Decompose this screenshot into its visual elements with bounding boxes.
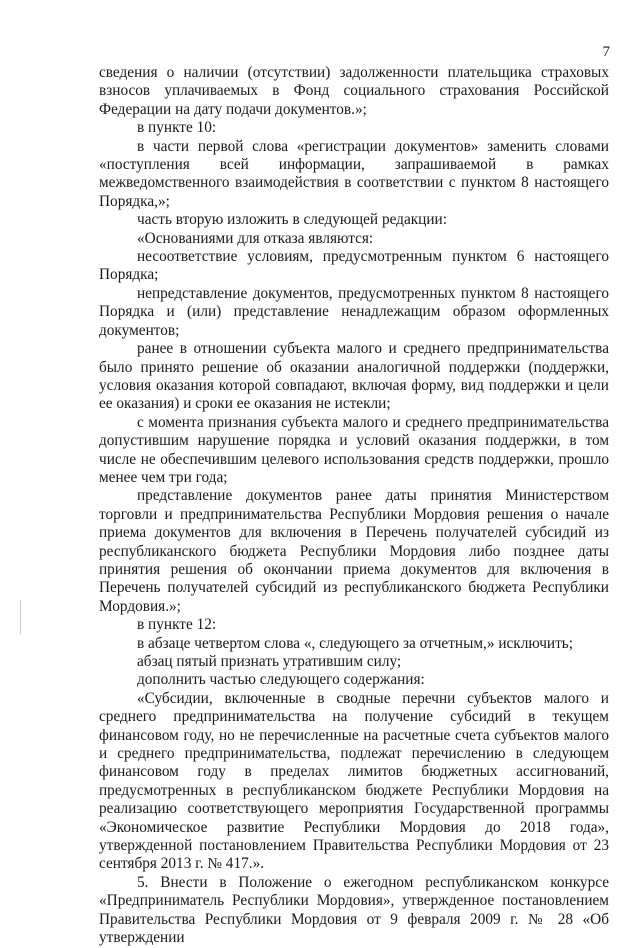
document-body: [99, 64, 609, 948]
paragraph-1: в пункте 10:: [137, 119, 217, 137]
paragraph-11: в абзаце четвертом слова «, следующего за отчетным,» исключить;: [137, 634, 574, 652]
margin-mark: [20, 600, 27, 634]
paragraph-9: представление документов ранее даты принятия Министерством торговли и предпринимательства Республики Мордовия решения о начале приема документов для включения в Перечень получателей субсидий из республиканского бюджета Республики Мордовия либо позднее даты принятия решения об окончании приема документов для включения в Перечень получателей субсидий из республиканского бюджета Республики Мордовия.»;: [99, 487, 609, 615]
paragraph-5: несоответствие условиям, предусмотренным пунктом 6 настоящего Порядка;: [99, 248, 609, 284]
paragraph-6: непредставление документов, предусмотренных пунктом 8 настоящего Порядка и (или) представление ненадлежащим образом оформленных документов;: [99, 284, 609, 339]
paragraph-4: «Основаниями для отказа являются:: [137, 229, 374, 247]
paragraph-2: в части первой слова «регистрации документов» заменить словами «поступления всей информации, запрашиваемой в рамках межведомственного взаимодействия в соответствии с пунктом 8 настоящего Порядка,»;: [99, 137, 609, 210]
paragraph-3: часть вторую изложить в следующей редакции:: [137, 211, 447, 229]
paragraph-0: сведения о наличии (отсутствии) задолженности плательщика страховых взносов уплачиваемых в Фонд социального страхования Российской Федерации на дату подачи документов.»;: [99, 64, 609, 118]
paragraph-14: «Субсидии, включенные в сводные перечни субъектов малого и среднего предпринимательства на получение субсидий в текущем финансовом году, но не перечисленные на расчетные счета субъектов малого и среднего предпринимательства, подлежат перечислению в следующем финансовом году в пределах лимитов бюджетных ассигнований, предусмотренных в республиканском бюджете Республики Мордовия на реализацию соответствующего мероприятия Государственной программы «Экономическое развитие Республики Мордовия до 2018 года», утвержденной постановлением Правительства Республики Мордовия от 23 сентября 2013 г. № 417.».: [99, 689, 609, 873]
paragraph-13: дополнить частью следующего содержания:: [137, 671, 425, 689]
paragraph-10: в пункте 12:: [137, 616, 217, 634]
paragraph-7: ранее в отношении субъекта малого и среднего предпринимательства было принято решение об оказании аналогичной поддержки (поддержки, условия оказания которой совпадают, включая форму, вид поддержки и цели ее оказания) и сроки ее оказания не истекли;: [99, 340, 609, 413]
paragraph-15: 5. Внести в Положение о ежегодном республиканском конкурсе «Предприниматель Республики Мордовия», утвержденное постановлением Правительства Республики Мордовия от 9 февраля 2009 г. № 28 «Об утверждении: [99, 873, 609, 947]
paragraph-12: абзац пятый признать утратившим силу;: [137, 653, 402, 670]
page-number: 7: [602, 44, 610, 60]
paragraph-8: с момента признания субъекта малого и среднего предпринимательства допустившим нарушение порядка и условий оказания поддержки, в том числе не обеспечившим целевого использования средств поддержки, прошло менее чем три года;: [99, 413, 609, 486]
